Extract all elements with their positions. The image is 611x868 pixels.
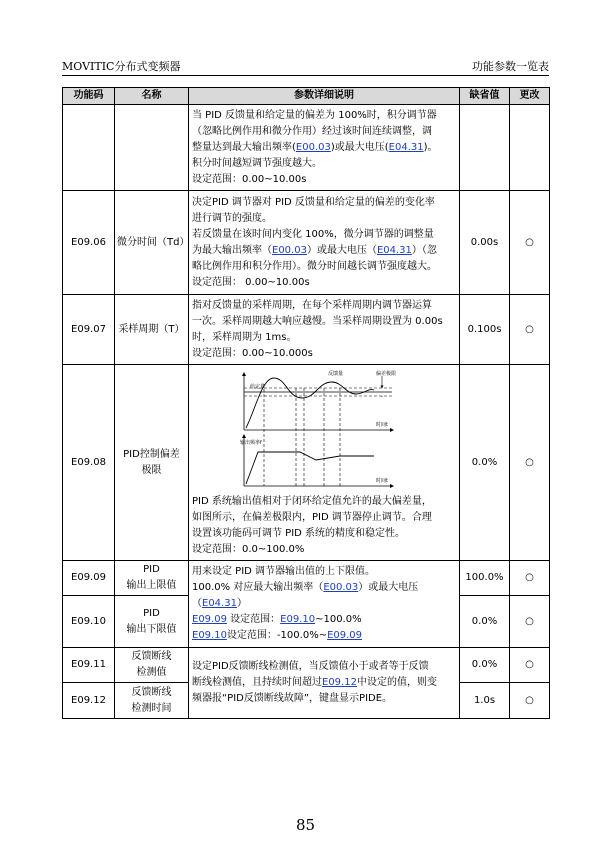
page-number: 85 — [295, 816, 316, 834]
cell-code: E09.09 — [63, 561, 115, 596]
param-link[interactable]: E09.09 — [192, 614, 227, 625]
desc-text: ）或最大电压 — [358, 582, 419, 593]
cell-desc — [189, 365, 460, 561]
cell-default: 100.0% — [460, 561, 510, 596]
param-link[interactable]: E04.31 — [202, 598, 237, 609]
name-line: PID — [143, 607, 160, 619]
feedback-curve — [246, 378, 374, 428]
cell-desc — [189, 648, 460, 719]
name-line: PID — [143, 564, 160, 575]
desc-line: 若反馈量在该时间内变化 100%，微分调节器的调整量 — [192, 228, 434, 240]
desc-text: 设定范围：-100.0%~ — [226, 630, 328, 641]
desc-text: 为最大输出频率（ — [192, 244, 272, 256]
desc-line: 一次。采样周期越大响应越慢。当采样周期设置为 0.00s — [192, 315, 443, 327]
cell-code: E09.08 — [63, 365, 115, 561]
parameter-table — [62, 87, 550, 719]
desc-text: 整量达到最大输出频率( — [192, 141, 296, 153]
label-output: 输出频率f — [240, 439, 262, 446]
label-time-upper: 时间t — [376, 421, 388, 428]
name-line: 反馈断线 — [131, 651, 172, 662]
name-line: PID控制偏差 — [123, 448, 180, 460]
col-header-name: 名称 — [115, 88, 189, 105]
cell-default: 0.0% — [460, 365, 510, 561]
desc-text: ）或最大电压（ — [306, 244, 377, 256]
desc-line — [192, 675, 456, 691]
label-setpoint: 给定量 — [250, 383, 266, 390]
cell-default: 0.0% — [460, 648, 510, 683]
cell-name — [115, 596, 189, 648]
name-line: 检测时间 — [131, 702, 172, 714]
cell-code — [63, 105, 115, 191]
cell-desc — [189, 105, 460, 191]
desc-line: 设置该功能码可调节 PID 系统的精度和稳定性。 — [192, 527, 406, 539]
table-row — [63, 295, 550, 365]
header-title: MOVITIC分布式变频器 — [62, 60, 181, 73]
cell-desc — [189, 191, 460, 295]
table-row — [63, 648, 550, 683]
cell-default — [460, 105, 510, 191]
name-line: 输出下限值 — [126, 623, 177, 635]
param-link[interactable]: E00.03 — [272, 244, 307, 256]
desc-text: ） — [236, 598, 247, 609]
label-feedback: 反馈量 — [328, 370, 344, 377]
desc-line: 略比例作用和积分作用）。微分时间越长调节强度越大。 — [192, 260, 437, 272]
desc-line — [192, 628, 456, 644]
desc-text: 断线检测值，且持续时间超过 — [192, 677, 322, 688]
cell-default: 1.0s — [460, 683, 510, 719]
desc-line: 决定PID 调节器对 PID 反馈量和给定量的偏差的变化率 — [192, 196, 435, 208]
cell-code: E09.06 — [63, 191, 115, 295]
param-link[interactable]: E09.10 — [192, 630, 227, 641]
cell-name — [115, 561, 189, 596]
col-header-desc: 参数详细说明 — [189, 88, 460, 105]
cell-name — [115, 365, 189, 561]
desc-line: 设定范围： 0.00~10.00s — [192, 276, 310, 288]
desc-line — [192, 243, 456, 259]
param-link[interactable]: E09.10 — [280, 614, 316, 625]
desc-line: 用来设定 PID 调节器输出值的上下限值。 — [192, 566, 376, 577]
table-row — [63, 105, 550, 191]
cell-name — [115, 648, 189, 683]
param-link[interactable]: E00.03 — [323, 582, 359, 593]
name-line: 极限 — [141, 464, 162, 476]
name-line: 反馈断线 — [131, 686, 172, 698]
cell-change: ○ — [510, 191, 550, 295]
header-section: 功能参数一览表 — [472, 60, 549, 73]
label-deviation-limit: 偏差极限 — [376, 370, 397, 377]
table-row — [63, 561, 550, 596]
desc-text: )或最大电压( — [330, 141, 389, 153]
cell-default: 0.100s — [460, 295, 510, 365]
cell-code: E09.07 — [63, 295, 115, 365]
desc-line: 频器报“PID反馈断线故障”，键盘显示PIDE。 — [192, 693, 393, 704]
col-header-change: 更改 — [510, 88, 550, 105]
cell-change: ○ — [510, 295, 550, 365]
output-curve — [246, 452, 374, 484]
desc-line: （忽略比例作用和微分作用）经过该时间连续调整，调 — [192, 125, 432, 137]
cell-name: 微分时间（Td） — [115, 191, 189, 295]
desc-text: )。 — [423, 141, 438, 153]
desc-line: 进行调节的强度。 — [192, 212, 272, 224]
desc-line: PID 系统输出值相对于闭环给定值允许的最大偏差量， — [192, 495, 432, 507]
desc-line: 指对反馈量的采样周期，在每个采样周期内调节器运算 — [192, 299, 432, 311]
cell-name — [115, 105, 189, 191]
cell-code: E09.12 — [63, 683, 115, 719]
cell-change: ○ — [510, 648, 550, 683]
desc-text: （ — [192, 598, 202, 609]
cell-change: ○ — [510, 596, 550, 648]
col-header-code: 功能码 — [63, 88, 115, 105]
desc-line: 设定范围：0.00~10.000s — [192, 347, 313, 359]
cell-code: E09.11 — [63, 648, 115, 683]
cell-name — [115, 683, 189, 719]
desc-line: 积分时间越短调节强度越大。 — [192, 157, 322, 169]
cell-default: 0.0% — [460, 596, 510, 648]
label-time-lower: 时间t — [376, 477, 388, 484]
desc-line — [192, 596, 456, 612]
desc-text: ~100.0% — [315, 614, 362, 625]
param-link[interactable]: E04.31 — [388, 141, 424, 153]
cell-change — [510, 105, 550, 191]
name-line: 输出上限值 — [126, 580, 177, 591]
cell-name: 采样周期（T） — [115, 295, 189, 365]
cell-change: ○ — [510, 561, 550, 596]
cell-desc — [189, 295, 460, 365]
table-row — [63, 365, 550, 561]
desc-text: 设定范围： — [226, 614, 281, 625]
desc-text: 100.0% 对应最大输出频率（ — [192, 582, 324, 593]
desc-line: 时，采样周期为 1ms。 — [192, 331, 297, 343]
desc-line: 设定PID反馈断线检测值，当反馈值小于或者等于反馈 — [192, 661, 429, 672]
param-link[interactable]: E09.12 — [322, 677, 357, 688]
desc-line — [192, 612, 456, 628]
desc-line — [192, 580, 456, 596]
cell-change: ○ — [510, 683, 550, 719]
col-header-default: 缺省值 — [460, 88, 510, 105]
desc-line — [192, 140, 456, 156]
name-line: 检测值 — [136, 667, 167, 678]
desc-line: 设定范围：0.0~100.0% — [192, 543, 305, 555]
pid-deviation-figure — [192, 368, 456, 492]
table-header-row — [63, 88, 550, 105]
param-link[interactable]: E00.03 — [295, 141, 331, 153]
table-row — [63, 191, 550, 295]
cell-code: E09.10 — [63, 596, 115, 648]
desc-text: 中设定的值，则变 — [356, 677, 437, 688]
cell-default: 0.00s — [460, 191, 510, 295]
cell-change: ○ — [510, 365, 550, 561]
desc-text: ）（忽 — [411, 244, 437, 256]
cell-desc — [189, 561, 460, 648]
desc-line: 设定范围：0.00~10.00s — [192, 173, 307, 185]
desc-line: 当 PID 反馈量和给定量的偏差为 100%时，积分调节器 — [192, 109, 437, 121]
header-rule — [62, 75, 549, 76]
param-link[interactable]: E09.09 — [327, 630, 363, 641]
desc-line: 如图所示，在偏差极限内，PID 调节器停止调节。合理 — [192, 511, 432, 523]
param-link[interactable]: E04.31 — [376, 244, 412, 256]
